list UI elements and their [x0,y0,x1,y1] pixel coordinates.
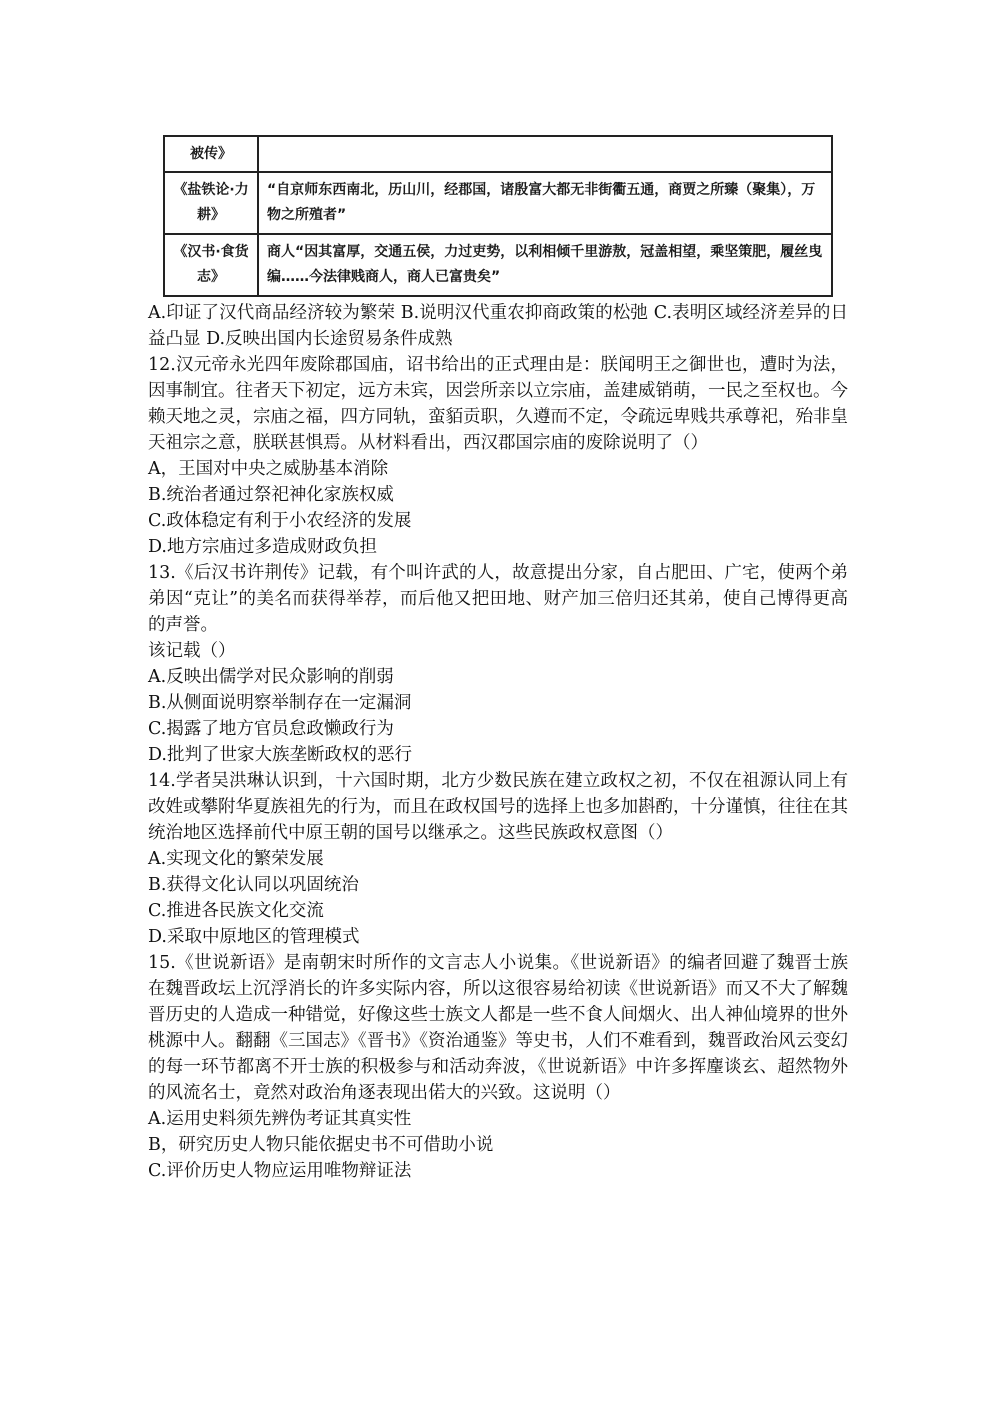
table-row [164,136,832,172]
table-source-cell: 被传》 [164,136,258,172]
q13-option-d: D.批判了世家大族垄断政权的恶行 [148,745,412,765]
q12-stem: 12.汉元帝永光四年废除郡国庙，诏书给出的正式理由是：朕闻明王之御世也，遭时为法，因事制宜。往者天下初定，远方未宾，因尝所亲以立宗庙，盖建威销萌，一民之至权也。今赖天地之灵，宗庙之福，四方同轨，蛮貊贡职，久遵而不定，令疏远卑贱共承尊祀，殆非皇天祖宗之意，朕联甚惧焉。从材料看出，西汉郡国宗庙的废除说明了（） [148,355,848,453]
table-content-cell: “自京师东西南北，历山川，经郡国，诸殷富大都无非街衢五通，商贾之所臻（聚集），万物之所殖者” [258,172,832,234]
q14-option-c: C.推进各民族文化交流 [148,901,324,921]
q15-option-c: C.评价历史人物应运用唯物辩证法 [148,1161,412,1181]
q12-option-a: A，王国对中央之威胁基本消除 [148,459,389,479]
q14-option-a: A.实现文化的繁荣发展 [148,849,324,869]
q12-option-b: B.统治者通过祭祀神化家族权威 [148,485,394,505]
q15-stem: 15.《世说新语》是南朝宋时所作的文言志人小说集。《世说新语》的编者回避了魏晋士族在魏晋政坛上沉浮消长的许多实际内容，所以这很容易给初读《世说新语》而又不大了解魏晋历史的人造成一种错觉，好像这些士族文人都是一些不食人间烟火、出人神仙境界的世外桃源中人。翻翻《三国志》《晋书》《资治通鉴》等史书，人们不难看到，魏晋政治风云变幻的每一环节都离不开士族的积极参与和活动奔波，《世说新语》中许多挥麈谈玄、超然物外的风流名士，竟然对政治角逐表现出偌大的兴致。这说明（） [148,953,848,1103]
q15-option-b: B，研究历史人物只能依据史书不可借助小说 [148,1135,494,1155]
q14-option-b: B.获得文化认同以巩固统治 [148,875,359,895]
table-source-cell: 《盐铁论·力耕》 [164,172,258,234]
table-source-cell: 《汉书·食货志》 [164,234,258,296]
question-text [148,300,848,1184]
q12-option-c: C.政体稳定有利于小农经济的发展 [148,511,412,531]
q13-stem: 13.《后汉书许荆传》记载，有个叫许武的人，故意提出分家，自占肥田、广宅，使两个弟弟因“克让”的美名而获得举荐，而后他又把田地、财产加三倍归还其弟，使自己博得更高的声誉。 [148,563,848,635]
q12-option-d: D.地方宗庙过多造成财政负担 [148,537,377,557]
q14-stem: 14.学者吴洪琳认识到，十六国时期，北方少数民族在建立政权之初，不仅在祖源认同上有改姓或攀附华夏族祖先的行为，而且在政权国号的选择上也多加斟酌，十分谨慎，往往在其统治地区选择前代中原王朝的国号以继承之。这些民族政权意图（） [148,771,848,843]
q11-options: A.印证了汉代商品经济较为繁荣 B.说明汉代重农抑商政策的松弛 C.表明区域经济差异的日益凸显 D.反映出国内长途贸易条件成熟 [148,303,848,349]
q14-option-d: D.采取中原地区的管理模式 [148,927,360,947]
table-row [164,234,832,296]
q13-option-b: B.从侧面说明察举制存在一定漏洞 [148,693,412,713]
q13-stem-continued: 该记载（） [148,641,236,661]
table-content-cell [258,136,832,172]
table-content-cell: 商人“因其富厚，交通五侯，力过吏势，以利相倾千里游敖，冠盖相望，乘坚策肥，履丝曳编……今法律贱商人，商人已富贵矣” [258,234,832,296]
q13-option-a: A.反映出儒学对民众影响的削弱 [148,667,394,687]
source-table [163,135,833,297]
q13-option-c: C.揭露了地方官员怠政懒政行为 [148,719,394,739]
q15-option-a: A.运用史料须先辨伪考证其真实性 [148,1109,412,1129]
table-row [164,172,832,234]
